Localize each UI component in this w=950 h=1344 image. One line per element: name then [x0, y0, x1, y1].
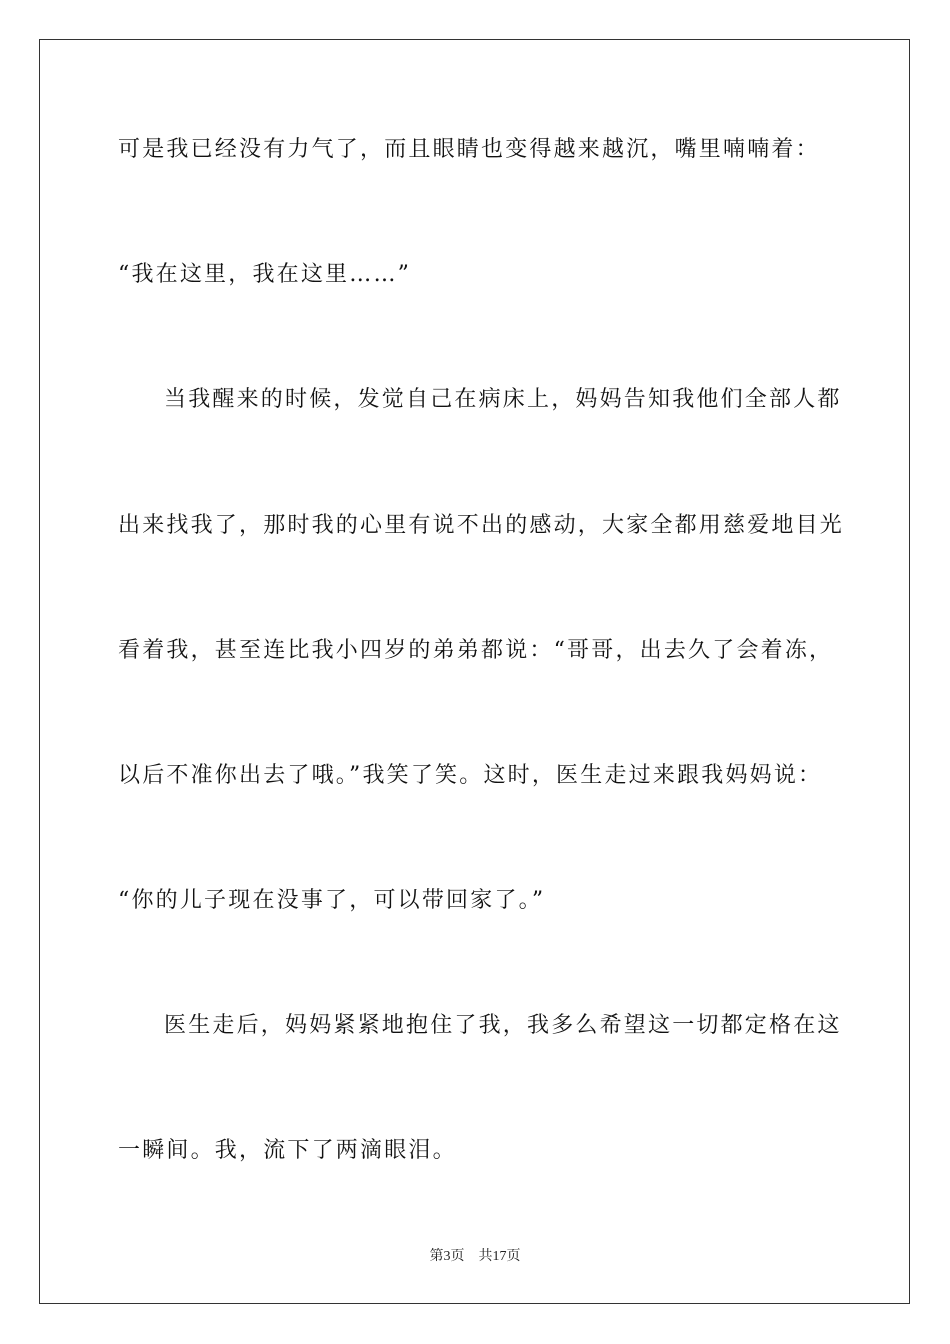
body-line-2: “我在这里，我在这里……”	[118, 262, 412, 287]
body-line-4: 出来找我了，那时我的心里有说不出的感动，大家全都用慈爱地目光	[118, 513, 845, 538]
total-pages: 共17页	[478, 1249, 521, 1264]
body-line-6: 以后不准你出去了哦。”我笑了笑。这时，医生走过来跟我妈妈说：	[118, 763, 823, 788]
page-number: 第3页	[429, 1249, 465, 1264]
body-line-1: 可是我已经没有力气了，而且眼睛也变得越来越沉，嘴里喃喃着：	[118, 137, 820, 162]
page-border	[39, 39, 910, 1304]
body-line-7: “你的儿子现在没事了，可以带回家了。”	[118, 888, 546, 913]
page-footer	[0, 1248, 950, 1266]
body-line-8: 医生走后，妈妈紧紧地抱住了我，我多么希望这一切都定格在这	[164, 1013, 842, 1038]
body-line-9: 一瞬间。我，流下了两滴眼泪。	[118, 1138, 457, 1163]
body-line-3: 当我醒来的时候，发觉自己在病床上，妈妈告知我他们全部人都	[164, 387, 842, 412]
body-line-5: 看着我，甚至连比我小四岁的弟弟都说：“哥哥，出去久了会着冻，	[118, 638, 834, 663]
